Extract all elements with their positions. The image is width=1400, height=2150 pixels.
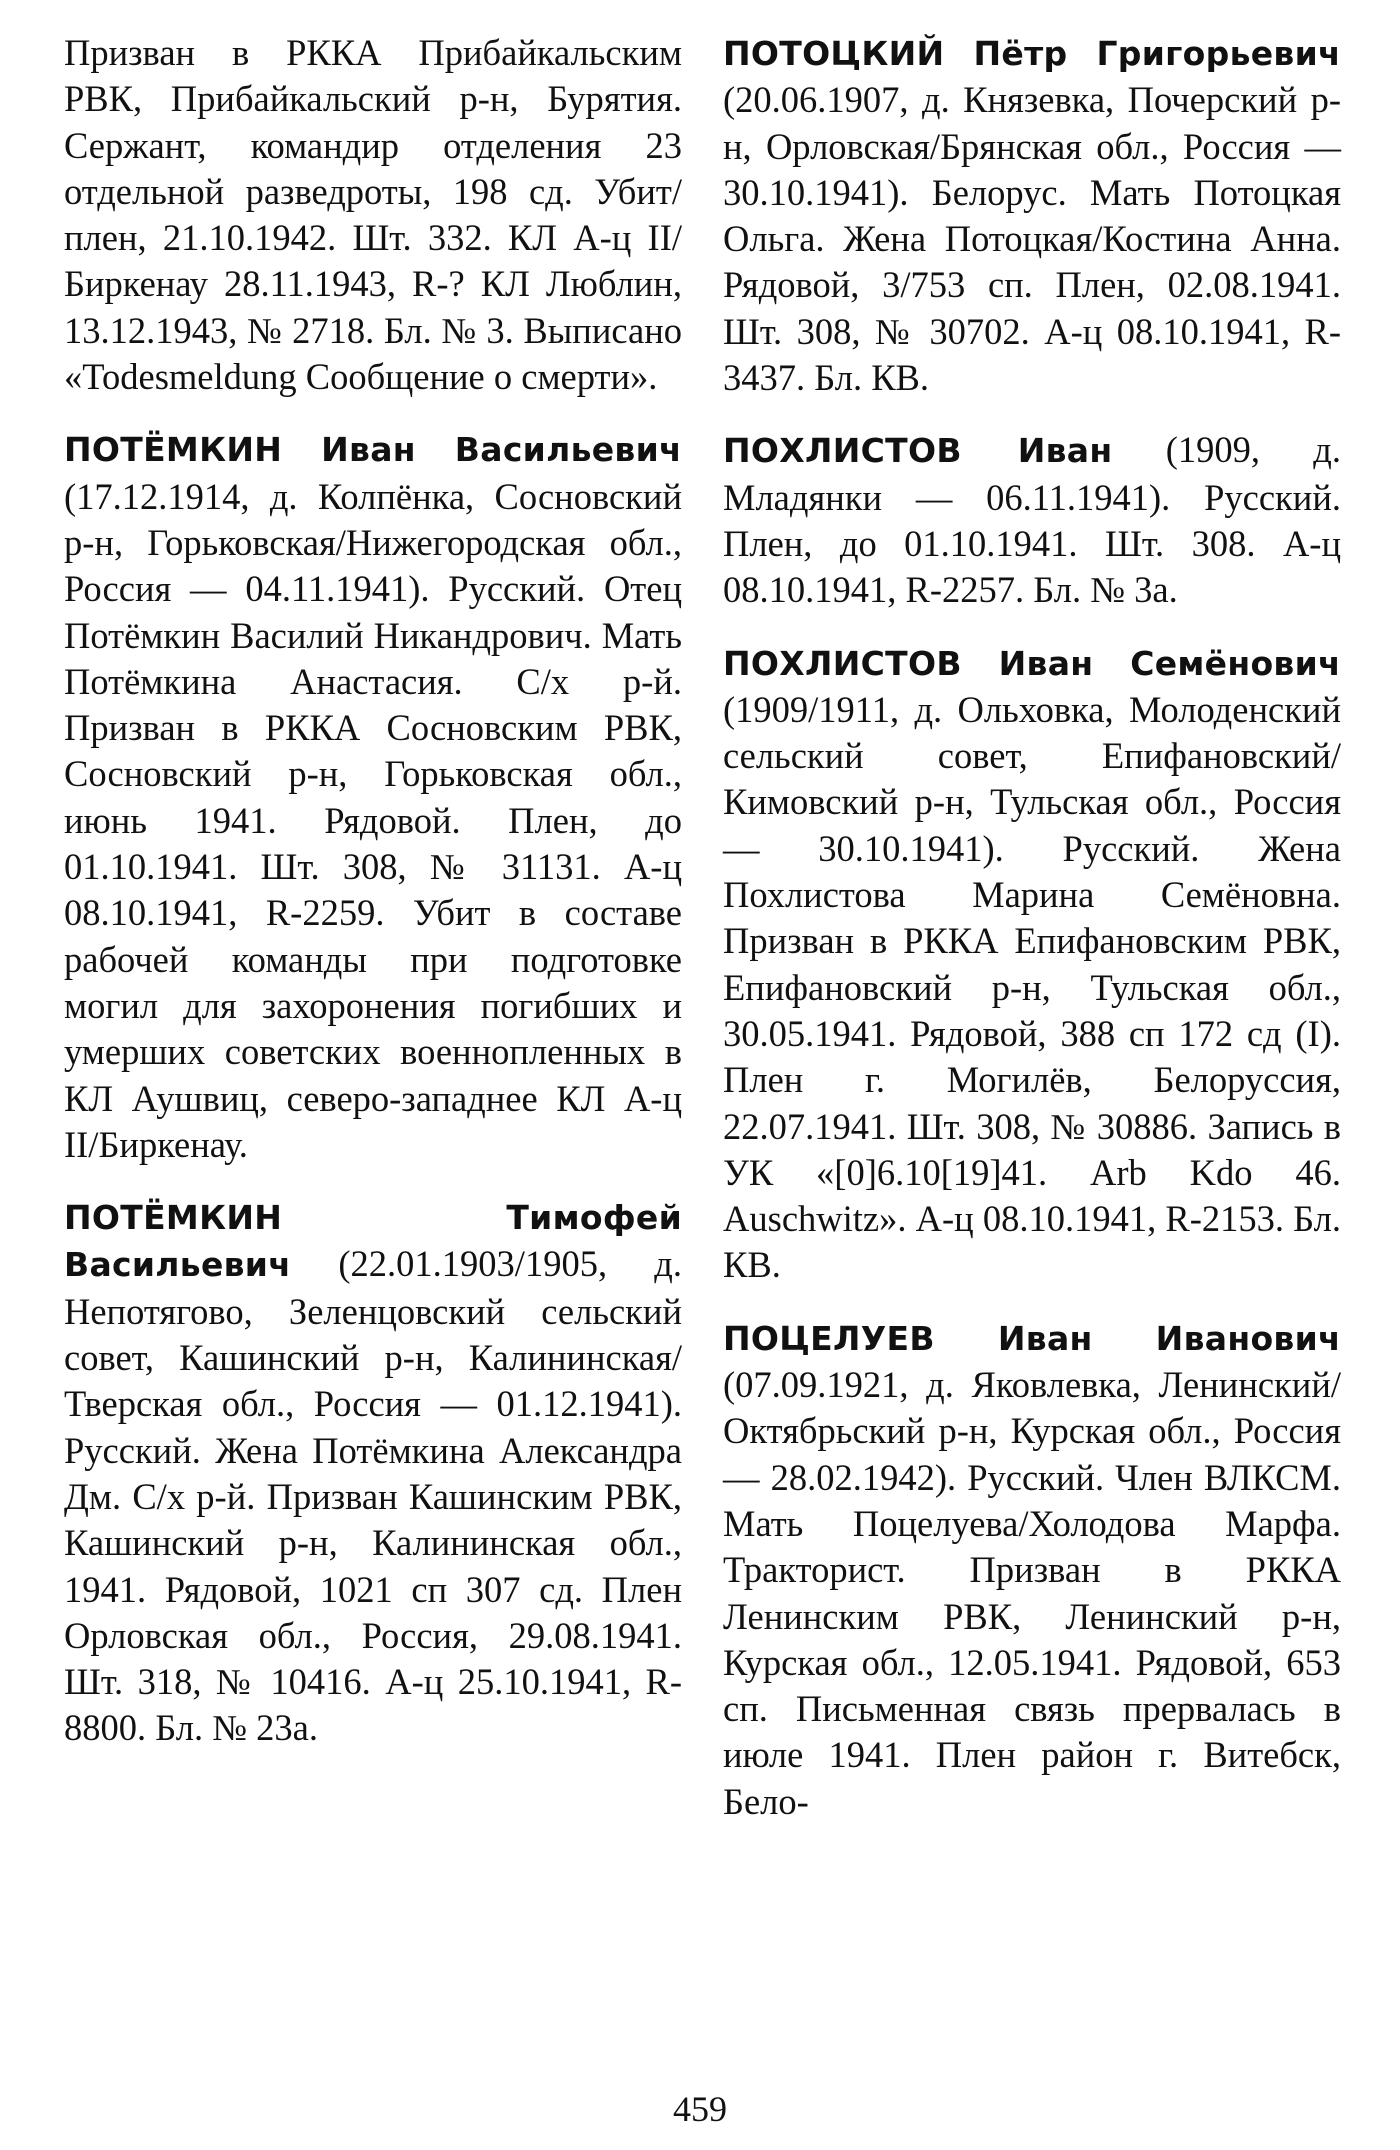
entry-name: ПОТЁМКИН Иван Васильевич [64, 430, 682, 470]
entry-potemkin-ivan [64, 426, 682, 1168]
entry-potockiy-petr [723, 30, 1341, 401]
entry-continuation: Призван в РККА Прибайкальским РВК, Прибайкальский р-н, Бурятия. Сержант, командир отделения 23 отдельной разведроты, 198 сд. Убит/плен, 21.10.1942. Шт. 332. КЛ А-ц II/Биркенау 28.11.1943, R-? КЛ Люблин, 13.12.1943, № 2718. Бл. № 3. Выписано «Todesmeldung Сообщение о смерти». [64, 32, 682, 398]
page-number: 459 [673, 2089, 727, 2129]
entry-name: ПОТОЦКИЙ Пётр Григорьевич [723, 34, 1341, 73]
entry-pohlistov-ivan-semenovich [723, 640, 1341, 1289]
entry-text: (07.09.1921, д. Яковлевка, Ленинский/Октябрьский р-н, Курская обл., Россия — 28.02.1942). Русский. Член ВЛКСМ. Мать Поцелуева/Холодова Марфа. Тракторист. Призван в РККА Ленинским РВК, Ленинский р-н, Курская обл., 12.05.1941. Рядовой, 653 сп. Письменная связь прервалась в июле 1941. Плен район г. Витебск, Бело- [723, 1364, 1341, 1822]
entry-text: (17.12.1914, д. Колпёнка, Сосновский р-н, Горьковская/Нижегородская обл., Россия — 04.11.1941). Русский. Отец Потёмкин Василий Никандрович. Мать Потёмкина Анастасия. С/х р-й. Призван в РККА Сосновским РВК, Сосновский р-н, Горьковская обл., июнь 1941. Рядовой. Плен, до 01.10.1941. Шт. 308, № 31131. А-ц 08.10.1941, R-2259. Убит в составе рабочей команды при подготовке могил для захоронения погибших и умерших советских военнопленных в КЛ Аушвиц, северо-западнее КЛ А-ц II/Биркенау. [64, 475, 682, 1165]
entry-pohlistov-ivan [723, 427, 1341, 613]
entry-potemkin-timofey [64, 1194, 682, 1752]
entry-text: (1909/1911, д. Ольховка, Молоденский сельский совет, Епифановский/Кимовский р-н, Тульская обл., Россия — 30.10.1941). Русский. Жена Похлистова Марина Семёновна. Призван в РККА Епифановским РВК, Епифановский р-н, Тульская обл., 30.05.1941. Рядовой, 388 сп 172 сд (I). Плен г. Могилёв, Белоруссия, 22.07.1941. Шт. 308, № 30886. Запись в УК «[0]6.10[19]41. Arb Kdo 46. Auschwitz». А-ц 08.10.1941, R-2153. Бл. КВ. [723, 688, 1341, 1286]
entry-name: ПОХЛИСТОВ Иван Семёнович [723, 643, 1341, 683]
right-column [723, 30, 1341, 1851]
entry-text: (22.01.1903/1905, д. Непотягово, Зеленцовский сельский совет, Кашинский р-н, Калининская/Тверская обл., Россия — 01.12.1941). Русский. Жена Потёмкина Александра Дм. С/х р-й. Призван Кашинским РВК, Кашинский р-н, Калининская обл., 1941. Рядовой, 1021 сп 307 сд. Плен Орловская обл., Россия, 29.08.1941. Шт. 318, № 10416. А-ц 25.10.1941, R-8800. Бл. № 23а. [64, 1243, 682, 1749]
entry-poceluev-ivan [723, 1315, 1341, 1825]
entry-name: ПОХЛИСТОВ Иван [723, 431, 1113, 471]
entry-text: (1909, д. Младянки — 06.11.1941). Русский. Плен, до 01.10.1941. Шт. 308. А-ц 08.10.1941, R-2257. Бл. № 3а. [723, 429, 1341, 611]
entry-name: ПОТЁМКИН Тимофей Васильевич [64, 1198, 682, 1285]
left-column [64, 30, 682, 1778]
entry-text: (20.06.1907, д. Князевка, Почерский р-н, Орловская/Брянская обл., Россия — 30.10.1941). Белорус. Мать Потоцкая Ольга. Жена Потоцкая/Костина Анна. Рядовой, 3/753 сп. Плен, 02.08.1941. Шт. 308, № 30702. А-ц 08.10.1941, R-3437. Бл. КВ. [723, 79, 1341, 399]
entry-name: ПОЦЕЛУЕВ Иван Иванович [723, 1318, 1341, 1358]
